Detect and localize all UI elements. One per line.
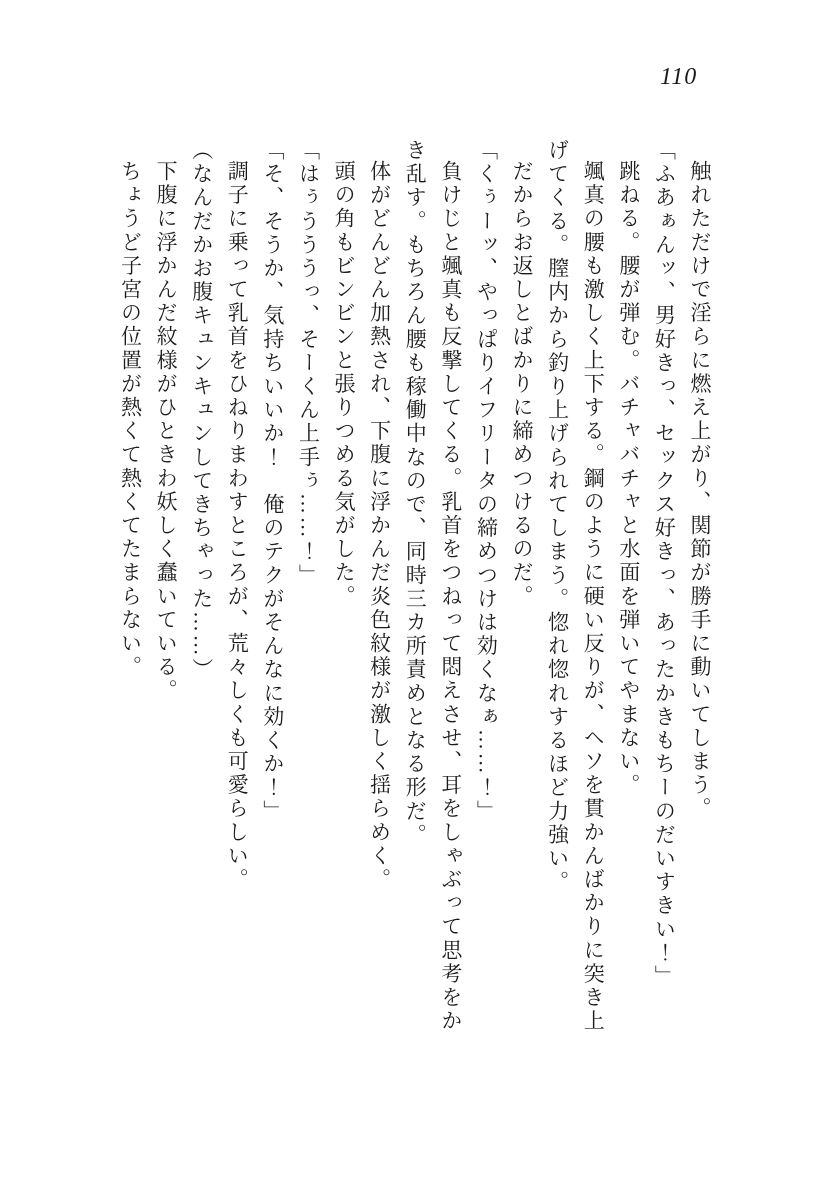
text-block bbox=[112, 139, 717, 1039]
paragraph: ちょうど子宮の位置が熱くて熱くてたまらない。 bbox=[118, 160, 143, 680]
paragraph: 「くぅーッ、やっぱりイフリータの締めつけは効くなぁ……！」 bbox=[474, 139, 499, 824]
paragraph: 負けじと颯真も反撃してくる。乳首をつねって悶えさせ、耳をしゃぶって思考をかき乱す。もちろん腰も稼働中なので、同時三カ所責めとなる形だ。 bbox=[403, 139, 463, 1034]
paragraph: 颯真の腰も激しく上下する。鋼のように硬い反りが、ヘソを貫かんばかりに突き上げてくる。膣内から釣り上げられてしまう。惚れ惚れするほど力強い。 bbox=[545, 139, 606, 1034]
paragraph: 体がどんどん加熱され、下腹に浮かんだ炎色紋様が激しく揺らめく。 bbox=[367, 160, 392, 892]
paragraph: 下腹に浮かんだ紋様がひときわ妖しく蠢いている。 bbox=[154, 160, 179, 703]
paragraph: 「はぅうううっ、そーくん上手ぅ……！」 bbox=[296, 139, 321, 588]
paragraph: 頭の角もビンビンと張りつめる気がした。 bbox=[332, 160, 357, 609]
paragraph: 調子に乗って乳首をひねりまわすところが、荒々しくも可愛らしい。 bbox=[225, 160, 250, 892]
paragraph: 触れただけで淫らに燃え上がり、関節が勝手に動いてしまう。 bbox=[688, 160, 712, 821]
paragraph: だからお返しとばかりに締めつけるのだ。 bbox=[510, 160, 535, 609]
paragraph: 跳ねる。腰が弾む。バチャバチャと水面を弾いてやまない。 bbox=[616, 160, 641, 798]
paragraph: 「ふあぁんッ、男好きっ、セックス好きっ、あったかきもちーのだいすきい！」 bbox=[652, 139, 677, 989]
paragraph: （なんだかお腹キュンキュンしてきちゃった……） bbox=[189, 139, 214, 682]
page-number: 110 bbox=[660, 64, 698, 90]
paragraph: 「そ、そうか、気持ちいいか！ 俺のテクがそんなに効くか！」 bbox=[260, 139, 285, 824]
